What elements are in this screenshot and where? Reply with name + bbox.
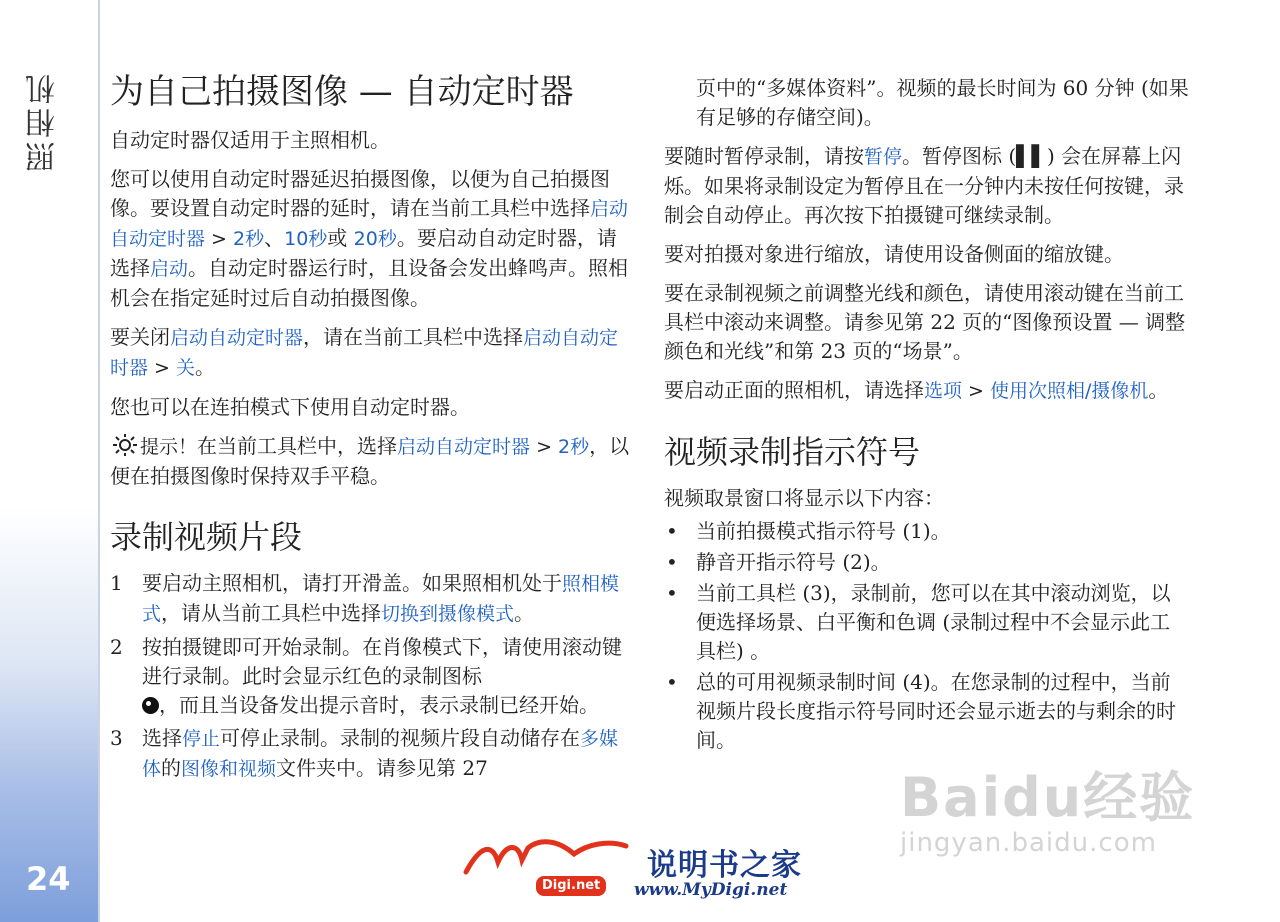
- left-column: [110, 68, 635, 788]
- section-tab: 照相机: [26, 70, 61, 172]
- watermark: [900, 755, 1195, 858]
- paragraph: 要对拍摄对象进行缩放，请使用设备侧面的缩放键。: [664, 242, 1124, 266]
- list-item: • 静音开指示符号 (2)。: [666, 550, 891, 574]
- menu-link: 启动自动定时器: [110, 327, 619, 379]
- menu-link: 切换到摄像模式: [381, 603, 515, 625]
- watermark-sub: jingyan.baidu.com: [900, 828, 1157, 858]
- menu-link: 暂停: [864, 146, 903, 168]
- menu-link: 关: [176, 357, 196, 379]
- logo-name: 说明书之家: [647, 848, 802, 883]
- menu-link: 图像和视频: [181, 758, 277, 780]
- menu-link: 多媒体: [142, 728, 619, 780]
- menu-link: 启动自动定时器: [170, 327, 304, 349]
- menu-link: 20秒: [353, 228, 397, 250]
- page-number: 24: [26, 860, 71, 898]
- menu-link: 启动: [150, 258, 189, 280]
- pause-icon: ▌▌: [1016, 144, 1047, 168]
- menu-link: 选项: [924, 380, 963, 402]
- paragraph: 要启动正面的照相机，请选择选项 > 使用次照相/摄像机。: [664, 378, 1169, 402]
- list-item: 2 按拍摄键即可开始录制。在肖像模式下，请使用滚动键进行录制。此时会显示红色的录制图标 ，而且当设备发出提示音时，表示录制已经开始。: [110, 635, 622, 717]
- list-item: • 当前工具栏 (3)，录制前，您可以在其中滚动浏览，以便选择场景、白平衡和色调 (录制过程中不会显示此工具栏) 。: [666, 581, 1171, 663]
- paragraph: 视频取景窗口将显示以下内容：: [664, 486, 944, 510]
- menu-link: 2秒: [233, 228, 265, 250]
- menu-link: 启动自动定时器: [397, 436, 531, 458]
- menu-link: 照相模式: [142, 573, 620, 625]
- indicator-list: [664, 517, 1189, 755]
- menu-link: 启动自动定时器: [110, 198, 629, 250]
- logo-brand: Digi.net: [536, 876, 606, 896]
- paragraph: 自动定时器仅适用于主照相机。: [110, 128, 390, 152]
- menu-link: 10秒: [284, 228, 328, 250]
- heading-self-timer: 为自己拍摄图像 — 自动定时器: [110, 72, 574, 112]
- menu-link: 2秒: [558, 436, 590, 458]
- logo-url: www.MyDigi.net: [634, 880, 788, 900]
- steps-list: [110, 569, 635, 784]
- menu-link: 使用次照相/摄像机: [990, 380, 1149, 402]
- tip-icon: [110, 433, 140, 457]
- list-item: 3 选择停止可停止录制。录制的视频片段自动储存在多媒体的图像和视频文件夹中。请参见第 27: [110, 726, 619, 780]
- list-item: • 总的可用视频录制时间 (4)。在您录制的过程中，当前视频片段长度指示符号同时还会显示逝去的与剩余的时间。: [666, 670, 1176, 752]
- paragraph: 要关闭启动自动定时器，请在当前工具栏中选择启动自动定时器 > 关。: [110, 325, 619, 379]
- paragraph: 要在录制视频之前调整光线和颜色，请使用滚动键在当前工具栏中滚动来调整。请参见第 22 页的“图像预设置 — 调整颜色和光线”和第 23 页的“场景”。: [664, 281, 1186, 363]
- paragraph-continued: 页中的“多媒体资料”。视频的最长时间为 60 分钟 (如果有足够的存储空间)。: [696, 76, 1189, 129]
- right-column: [664, 74, 1189, 757]
- heading-indicators: 视频录制指示符号: [664, 433, 921, 471]
- site-logo: [462, 836, 822, 906]
- list-item: • 当前拍摄模式指示符号 (1)。: [666, 519, 951, 543]
- paragraph: 要随时暂停录制，请按暂停。暂停图标 (▌▌) 会在屏幕上闪烁。如果将录制设定为暂停且在一分钟内未按任何按键，录制会自动停止。再次按下拍摄键可继续录制。: [664, 144, 1184, 227]
- record-icon: [142, 697, 159, 714]
- list-item: 1 要启动主照相机，请打开滑盖。如果照相机处于照相模式，请从当前工具栏中选择切换到摄像模式。: [110, 571, 620, 625]
- paragraph: 您可以使用自动定时器延迟拍摄图像，以便为自己拍摄图像。要设置自动定时器的延时，请在当前工具栏中选择启动自动定时器 > 2秒、10秒或 20秒。要启动自动定时器，请选择启动。自动定时器运行时，且设备会发出蜂鸣声。照相机会在指定延时过后自动拍摄图像。: [110, 167, 629, 310]
- menu-link: 停止: [182, 728, 221, 750]
- watermark-main: Baidu经验: [900, 766, 1196, 829]
- tip: 提示！在当前工具栏中，选择启动自动定时器 > 2秒，以便在拍摄图像时保持双手平稳。: [110, 434, 630, 488]
- paragraph: 您也可以在连拍模式下使用自动定时器。: [110, 395, 470, 419]
- sidebar: [0, 0, 100, 922]
- heading-record-video: 录制视频片段: [110, 518, 303, 556]
- tip-label: 提示！: [140, 436, 198, 458]
